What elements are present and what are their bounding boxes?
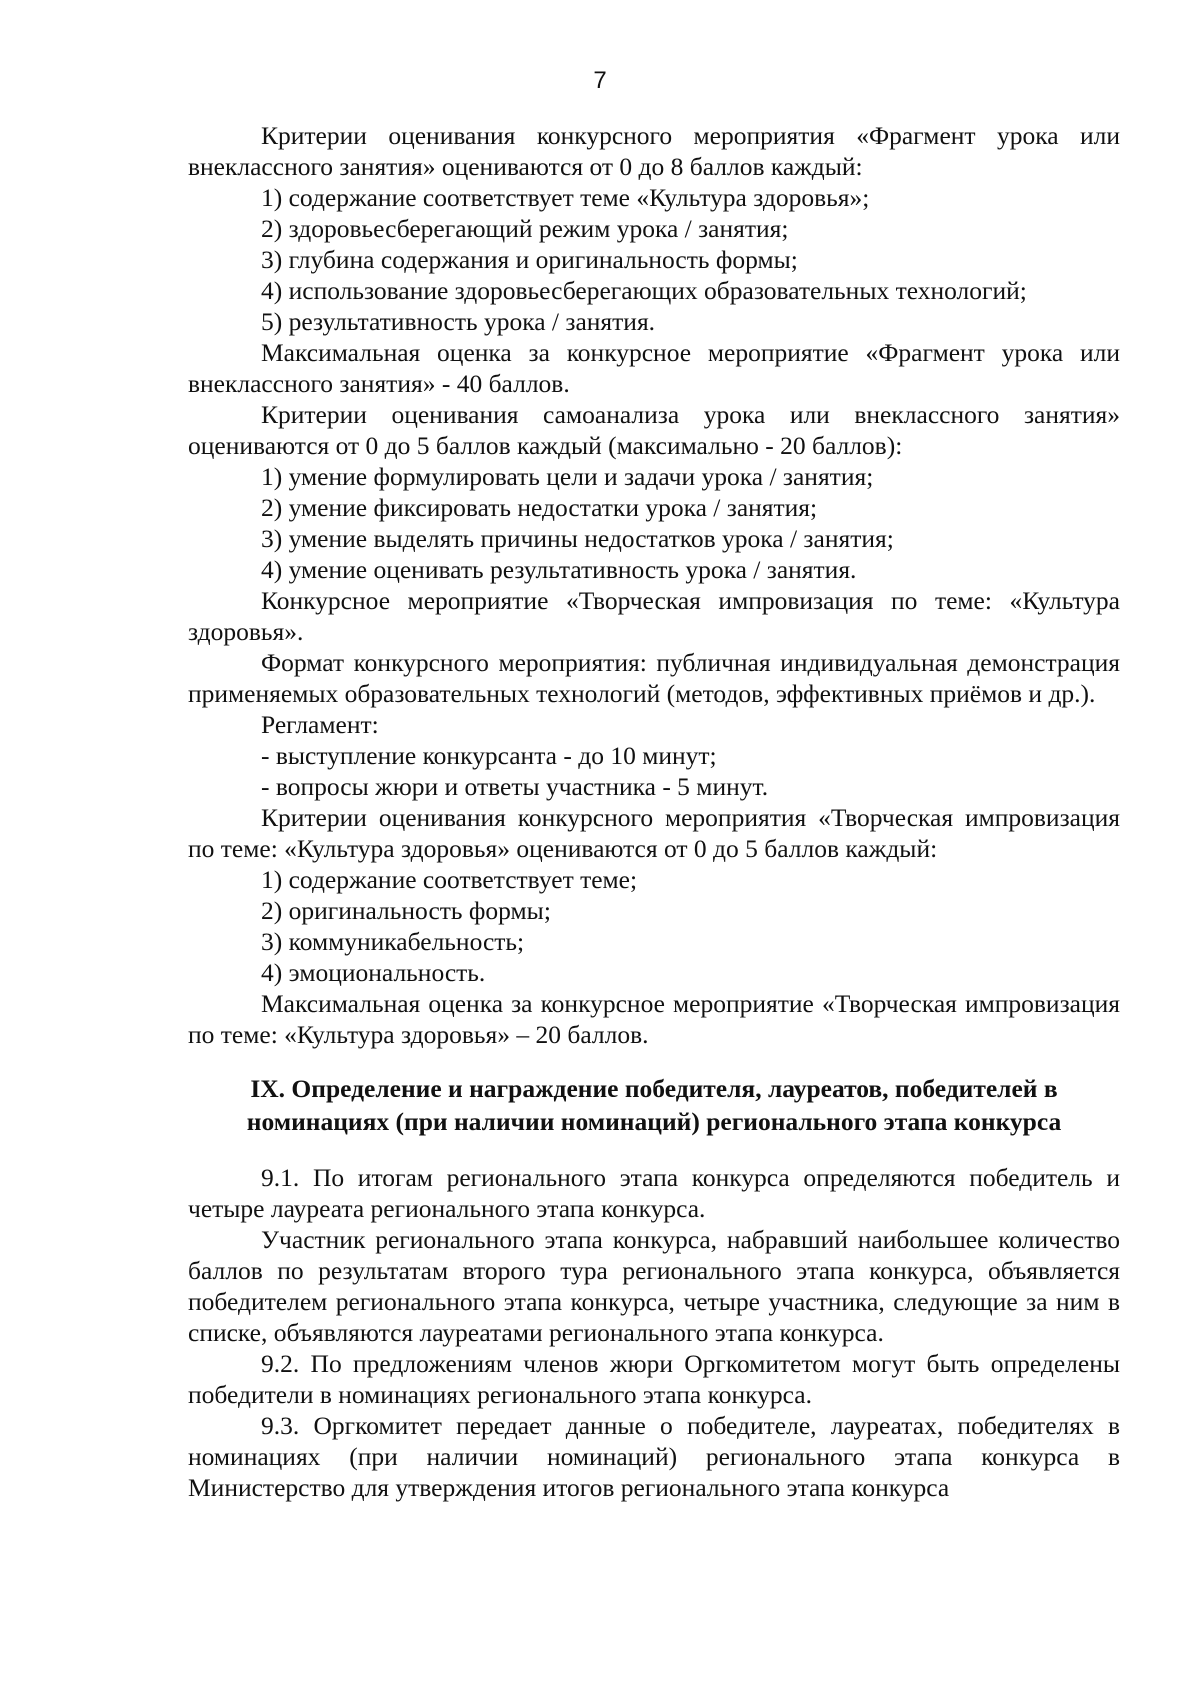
regulation-label: Регламент:: [261, 710, 379, 739]
paragraph-winner: Участник регионального этапа конкурса, набравший наибольшее количество баллов по результатам второго тура регионального этапа конкурса, объявляется победителем регионального этапа конкурса, четыре участника, следующие за ним в списке, объявляются лауреатами регионального этапа конкурса.: [188, 1225, 1120, 1347]
paragraph-criteria-lesson-fragment: Критерии оценивания конкурсного мероприятия «Фрагмент урока или внеклассного занятия» оцениваются от 0 до 8 баллов каждый:: [188, 121, 1120, 181]
list-item: 5) результативность урока / занятия.: [261, 307, 656, 336]
list-item: 1) умение формулировать цели и задачи урока / занятия;: [261, 462, 874, 491]
list-item: 2) умение фиксировать недостатки урока / занятия;: [261, 493, 818, 522]
list-item: 1) содержание соответствует теме;: [261, 865, 638, 894]
paragraph-max-score-lesson: Максимальная оценка за конкурсное мероприятие «Фрагмент урока или внеклассного занятия» - 40 баллов.: [188, 338, 1120, 398]
document-body: [188, 120, 1120, 1503]
paragraph-max-score-improvisation: Максимальная оценка за конкурсное мероприятие «Творческая импровизация по теме: «Культура здоровья» – 20 баллов.: [188, 989, 1120, 1049]
list-item: 4) эмоциональность.: [261, 958, 486, 987]
list-item: 1) содержание соответствует теме «Культура здоровья»;: [261, 183, 870, 212]
list-item: 2) здоровьесберегающий режим урока / занятия;: [261, 214, 789, 243]
list-item: 3) умение выделять причины недостатков урока / занятия;: [261, 524, 894, 553]
list-item: 3) коммуникабельность;: [261, 927, 525, 956]
list-item: - выступление конкурсанта - до 10 минут;: [261, 741, 717, 770]
paragraph-9-3: 9.3. Оргкомитет передает данные о победителе, лауреатах, победителях в номинациях (при наличии номинаций) регионального этапа конкурса в Министерство для утверждения итогов регионального этапа конкурса: [188, 1411, 1120, 1502]
paragraph-creative-improvisation: Конкурсное мероприятие «Творческая импровизация по теме: «Культура здоровья».: [188, 586, 1120, 646]
page-number: 7: [593, 67, 607, 94]
paragraph-9-1: 9.1. По итогам регионального этапа конкурса определяются победитель и четыре лауреата регионального этапа конкурса.: [188, 1163, 1120, 1223]
paragraph-format: Формат конкурсного мероприятия: публичная индивидуальная демонстрация применяемых образовательных технологий (методов, эффективных приёмов и др.).: [188, 648, 1120, 708]
section-heading: IX. Определение и награждение победителя, лауреатов, победителей в номинациях (при наличии номинаций) регионального этапа конкурса: [246, 1074, 1062, 1136]
list-item: 3) глубина содержания и оригинальность формы;: [261, 245, 798, 274]
paragraph-9-2: 9.2. По предложениям членов жюри Оргкомитетом могут быть определены победители в номинациях регионального этапа конкурса.: [188, 1349, 1120, 1409]
list-item: 2) оригинальность формы;: [261, 896, 551, 925]
paragraph-criteria-improvisation: Критерии оценивания конкурсного мероприятия «Творческая импровизация по теме: «Культура здоровья» оцениваются от 0 до 5 баллов каждый:: [188, 803, 1120, 863]
list-item: 4) умение оценивать результативность урока / занятия.: [261, 555, 857, 584]
paragraph-criteria-self-analysis: Критерии оценивания самоанализа урока или внеклассного занятия» оцениваются от 0 до 5 баллов каждый (максимально - 20 баллов):: [188, 400, 1120, 460]
list-item: - вопросы жюри и ответы участника - 5 минут.: [261, 772, 769, 801]
list-item: 4) использование здоровьесберегающих образовательных технологий;: [261, 276, 1027, 305]
